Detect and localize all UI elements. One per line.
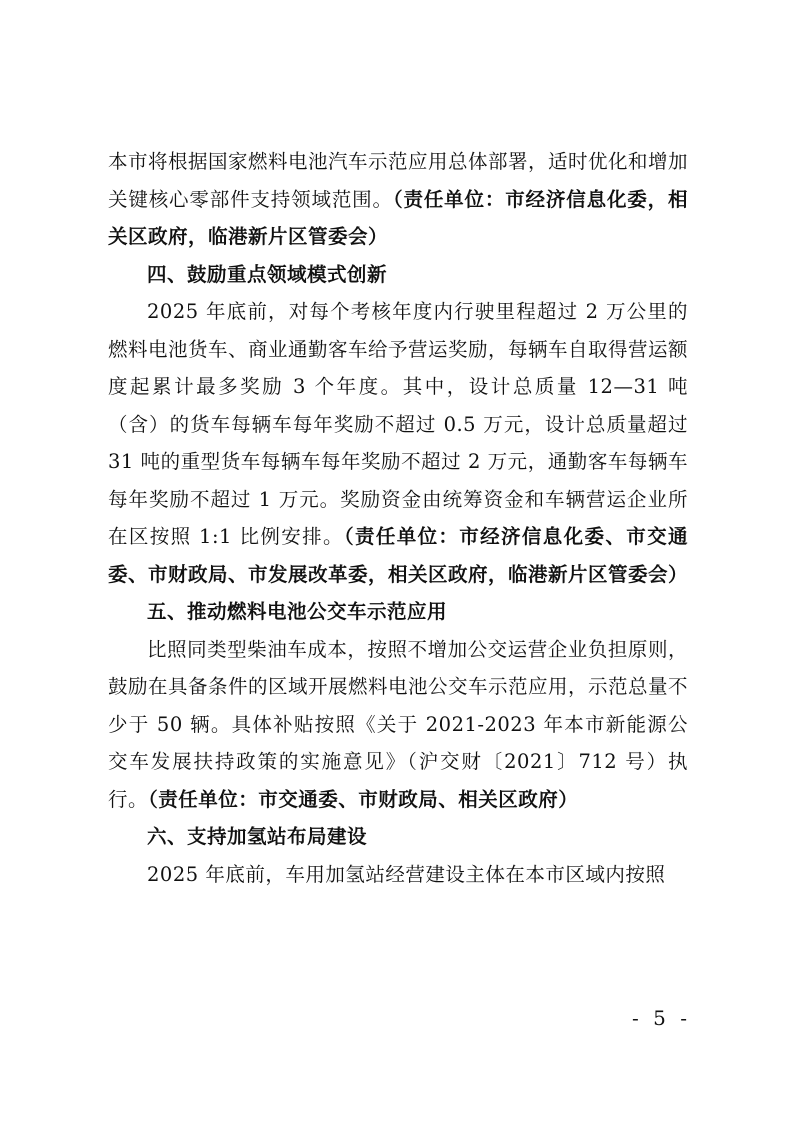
paragraph-hydrogen-station: [108, 856, 688, 894]
section-heading-5: 五、推动燃料电池公交车示范应用: [147, 600, 448, 623]
section-heading-4: 四、鼓励重点领域模式创新: [147, 262, 388, 286]
paragraph-components-support: [108, 143, 688, 256]
responsible-units: （责任单位：市交通委、市财政局、相关区政府）: [148, 787, 579, 811]
paragraph-operation-reward: [108, 293, 688, 593]
paragraph-bus-demonstration: [108, 631, 688, 819]
document-body: [108, 143, 688, 893]
page-number: - 5 -: [632, 1006, 691, 1030]
paragraph-text: 本市将根据国家燃料电池汽车示范应用总体部署，适时优化和增加关键核心零部件支持领域范围。: [108, 150, 689, 211]
paragraph-text: 2025 年底前，对每个考核年度内行驶里程超过 2 万公里的燃料电池货车、商业通勤客车给予营运奖励，每辆车自取得营运额度起累计最多奖励 3 个年度。其中，设计总质量 12—31 吨（含）的货车每辆车每年奖励不超过 0.5 万元，设计总质量超过 31 吨的重型货车每辆车每年奖励不超过 2 万元，通勤客车每辆车每年奖励不超过 1 万元。奖励资金由统筹资金和车辆营运企业所在区按照 1:1 比例安排。: [108, 300, 689, 548]
paragraph-text: 2025 年底前，车用加氢站经营建设主体在本市区域内按照: [147, 862, 666, 886]
responsible-units: （责任单位：市经济信息化委，相关区政府，临港新片区管委会）: [108, 187, 688, 248]
paragraph-text: 比照同类型柴油车成本，按照不增加公交运营企业负担原则，鼓励在具备条件的区域开展燃料电池公交车示范应用，示范总量不少于 50 辆。具体补贴按照《关于 2021-2023 年本市新能源公交车发展扶持政策的实施意见》（沪交财〔2021〕712 号）执行。: [108, 637, 689, 811]
responsible-units: （责任单位：市经济信息化委、市交通委、市财政局、市发展改革委，相关区政府，临港新片区管委会）: [108, 525, 689, 586]
section-heading-6: 六、支持加氢站布局建设: [147, 825, 368, 848]
